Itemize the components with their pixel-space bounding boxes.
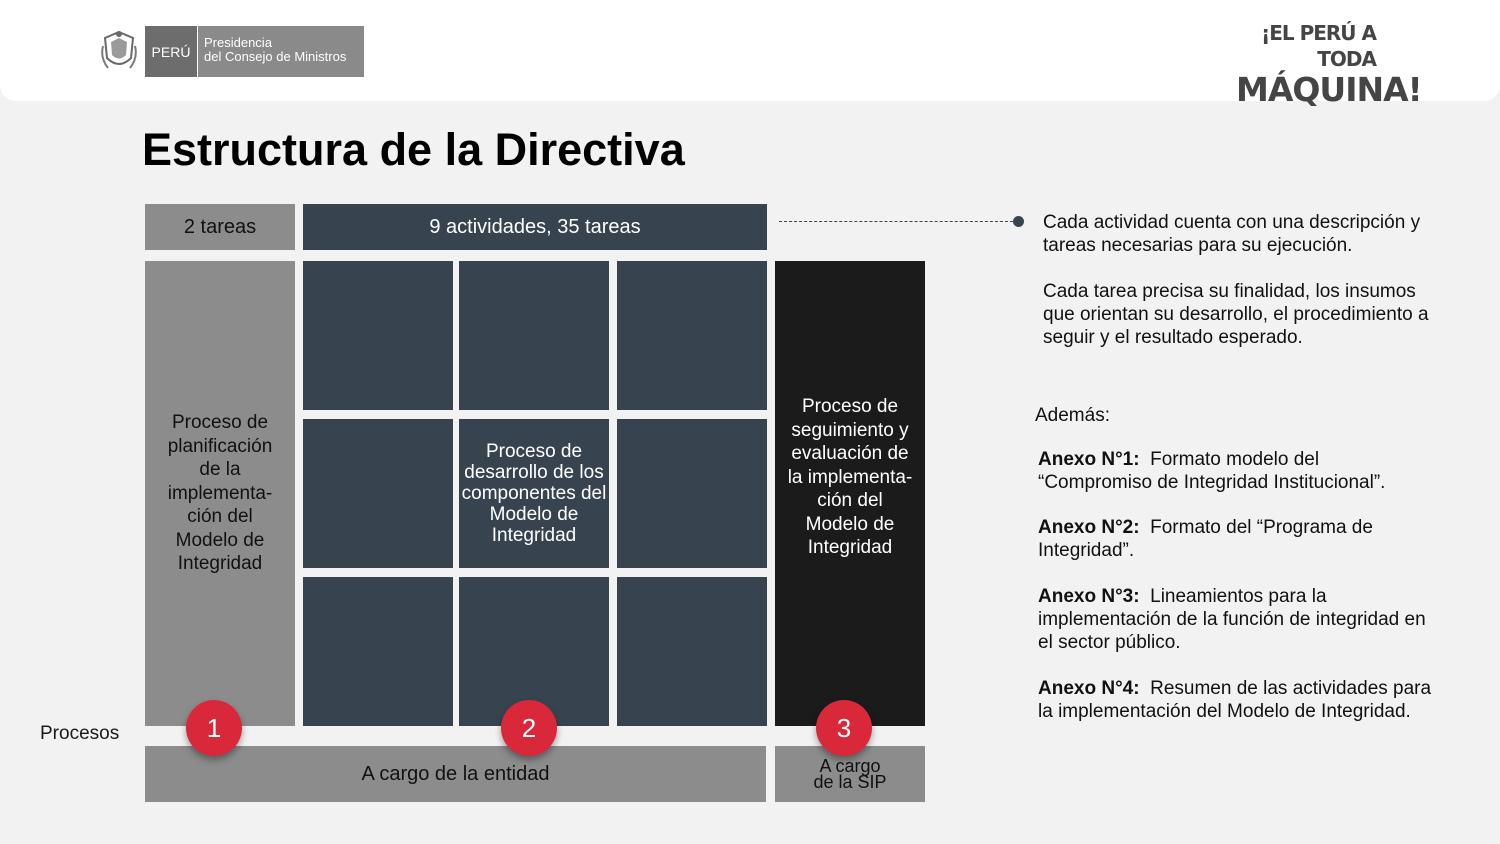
annex-3-text: Lineamientos para la implementación de la función de integridad en el sector público. — [1038, 586, 1426, 653]
activity-cell — [459, 261, 609, 410]
activity-cell — [617, 577, 767, 726]
annex-4 — [1038, 677, 1438, 723]
process-2-text: Proceso de desarrollo de los componentes del Modelo de Integridad — [461, 441, 607, 546]
annex-1-label: Anexo N°1: — [1038, 449, 1140, 470]
process-3-text: Proceso de seguimiento y evaluación de la implementa-ción del Modelo de Integridad — [787, 396, 913, 559]
slogan-line2: MÁQUINA! — [1236, 70, 1422, 109]
annex-4-text: Resumen de las actividades para la implementación del Modelo de Integridad. — [1038, 678, 1432, 722]
note-activities: Cada actividad cuenta con una descripción y tareas necesarias para su ejecución. — [1043, 212, 1421, 256]
annex-2 — [1038, 516, 1438, 562]
logo-institution — [198, 26, 364, 77]
activity-cell — [617, 261, 767, 410]
process-1-badge: 1 — [186, 700, 242, 756]
connector-dot-icon — [1013, 216, 1024, 227]
top-label-planning: 2 tareas — [145, 204, 295, 250]
process-2-block — [459, 419, 609, 568]
process-1-text: Proceso de planificación de la implementa-ción del Modelo de Integridad — [167, 412, 273, 575]
dashed-connector — [779, 221, 1018, 222]
note-tasks: Cada tarea precisa su finalidad, los insumos que orientan su desarrollo, el procedimiento a seguir y el resultado esperado. — [1043, 281, 1429, 348]
annex-2-text: Formato del “Programa de Integridad”. — [1038, 517, 1373, 561]
note-ademas: Además: — [1035, 405, 1110, 426]
logo-country: PERÚ — [145, 26, 197, 77]
page-title: Estructura de la Directiva — [142, 124, 685, 175]
slogan-line1: ¡EL PERÚ A TODA — [1261, 21, 1376, 71]
process-2-badge: 2 — [501, 700, 557, 756]
process-3-block — [775, 261, 925, 726]
annex-1-text: Formato modelo del “Compromiso de Integridad Institucional”. — [1038, 449, 1386, 493]
annex-4-label: Anexo N°4: — [1038, 678, 1140, 699]
logo-institution-line1: Presidencia — [204, 35, 272, 50]
annex-2-label: Anexo N°2: — [1038, 517, 1140, 538]
activity-cell — [303, 261, 453, 410]
annex-3-label: Anexo N°3: — [1038, 586, 1140, 607]
slogan — [1236, 20, 1422, 109]
responsible-sip-bar: A cargo de la SIP — [775, 746, 925, 802]
annex-1 — [1038, 448, 1438, 494]
processes-label: Procesos — [40, 723, 120, 744]
activity-cell — [617, 419, 767, 568]
process-1-block — [145, 261, 295, 726]
process-3-badge: 3 — [816, 700, 872, 756]
top-label-development: 9 actividades, 35 tareas — [303, 204, 767, 250]
annex-3 — [1038, 585, 1438, 654]
activity-cell — [303, 577, 453, 726]
coat-of-arms-icon — [100, 28, 138, 74]
logo-institution-line2: del Consejo de Ministros — [204, 49, 347, 64]
activity-cell — [303, 419, 453, 568]
responsible-entity-bar: A cargo de la entidad — [145, 746, 766, 802]
